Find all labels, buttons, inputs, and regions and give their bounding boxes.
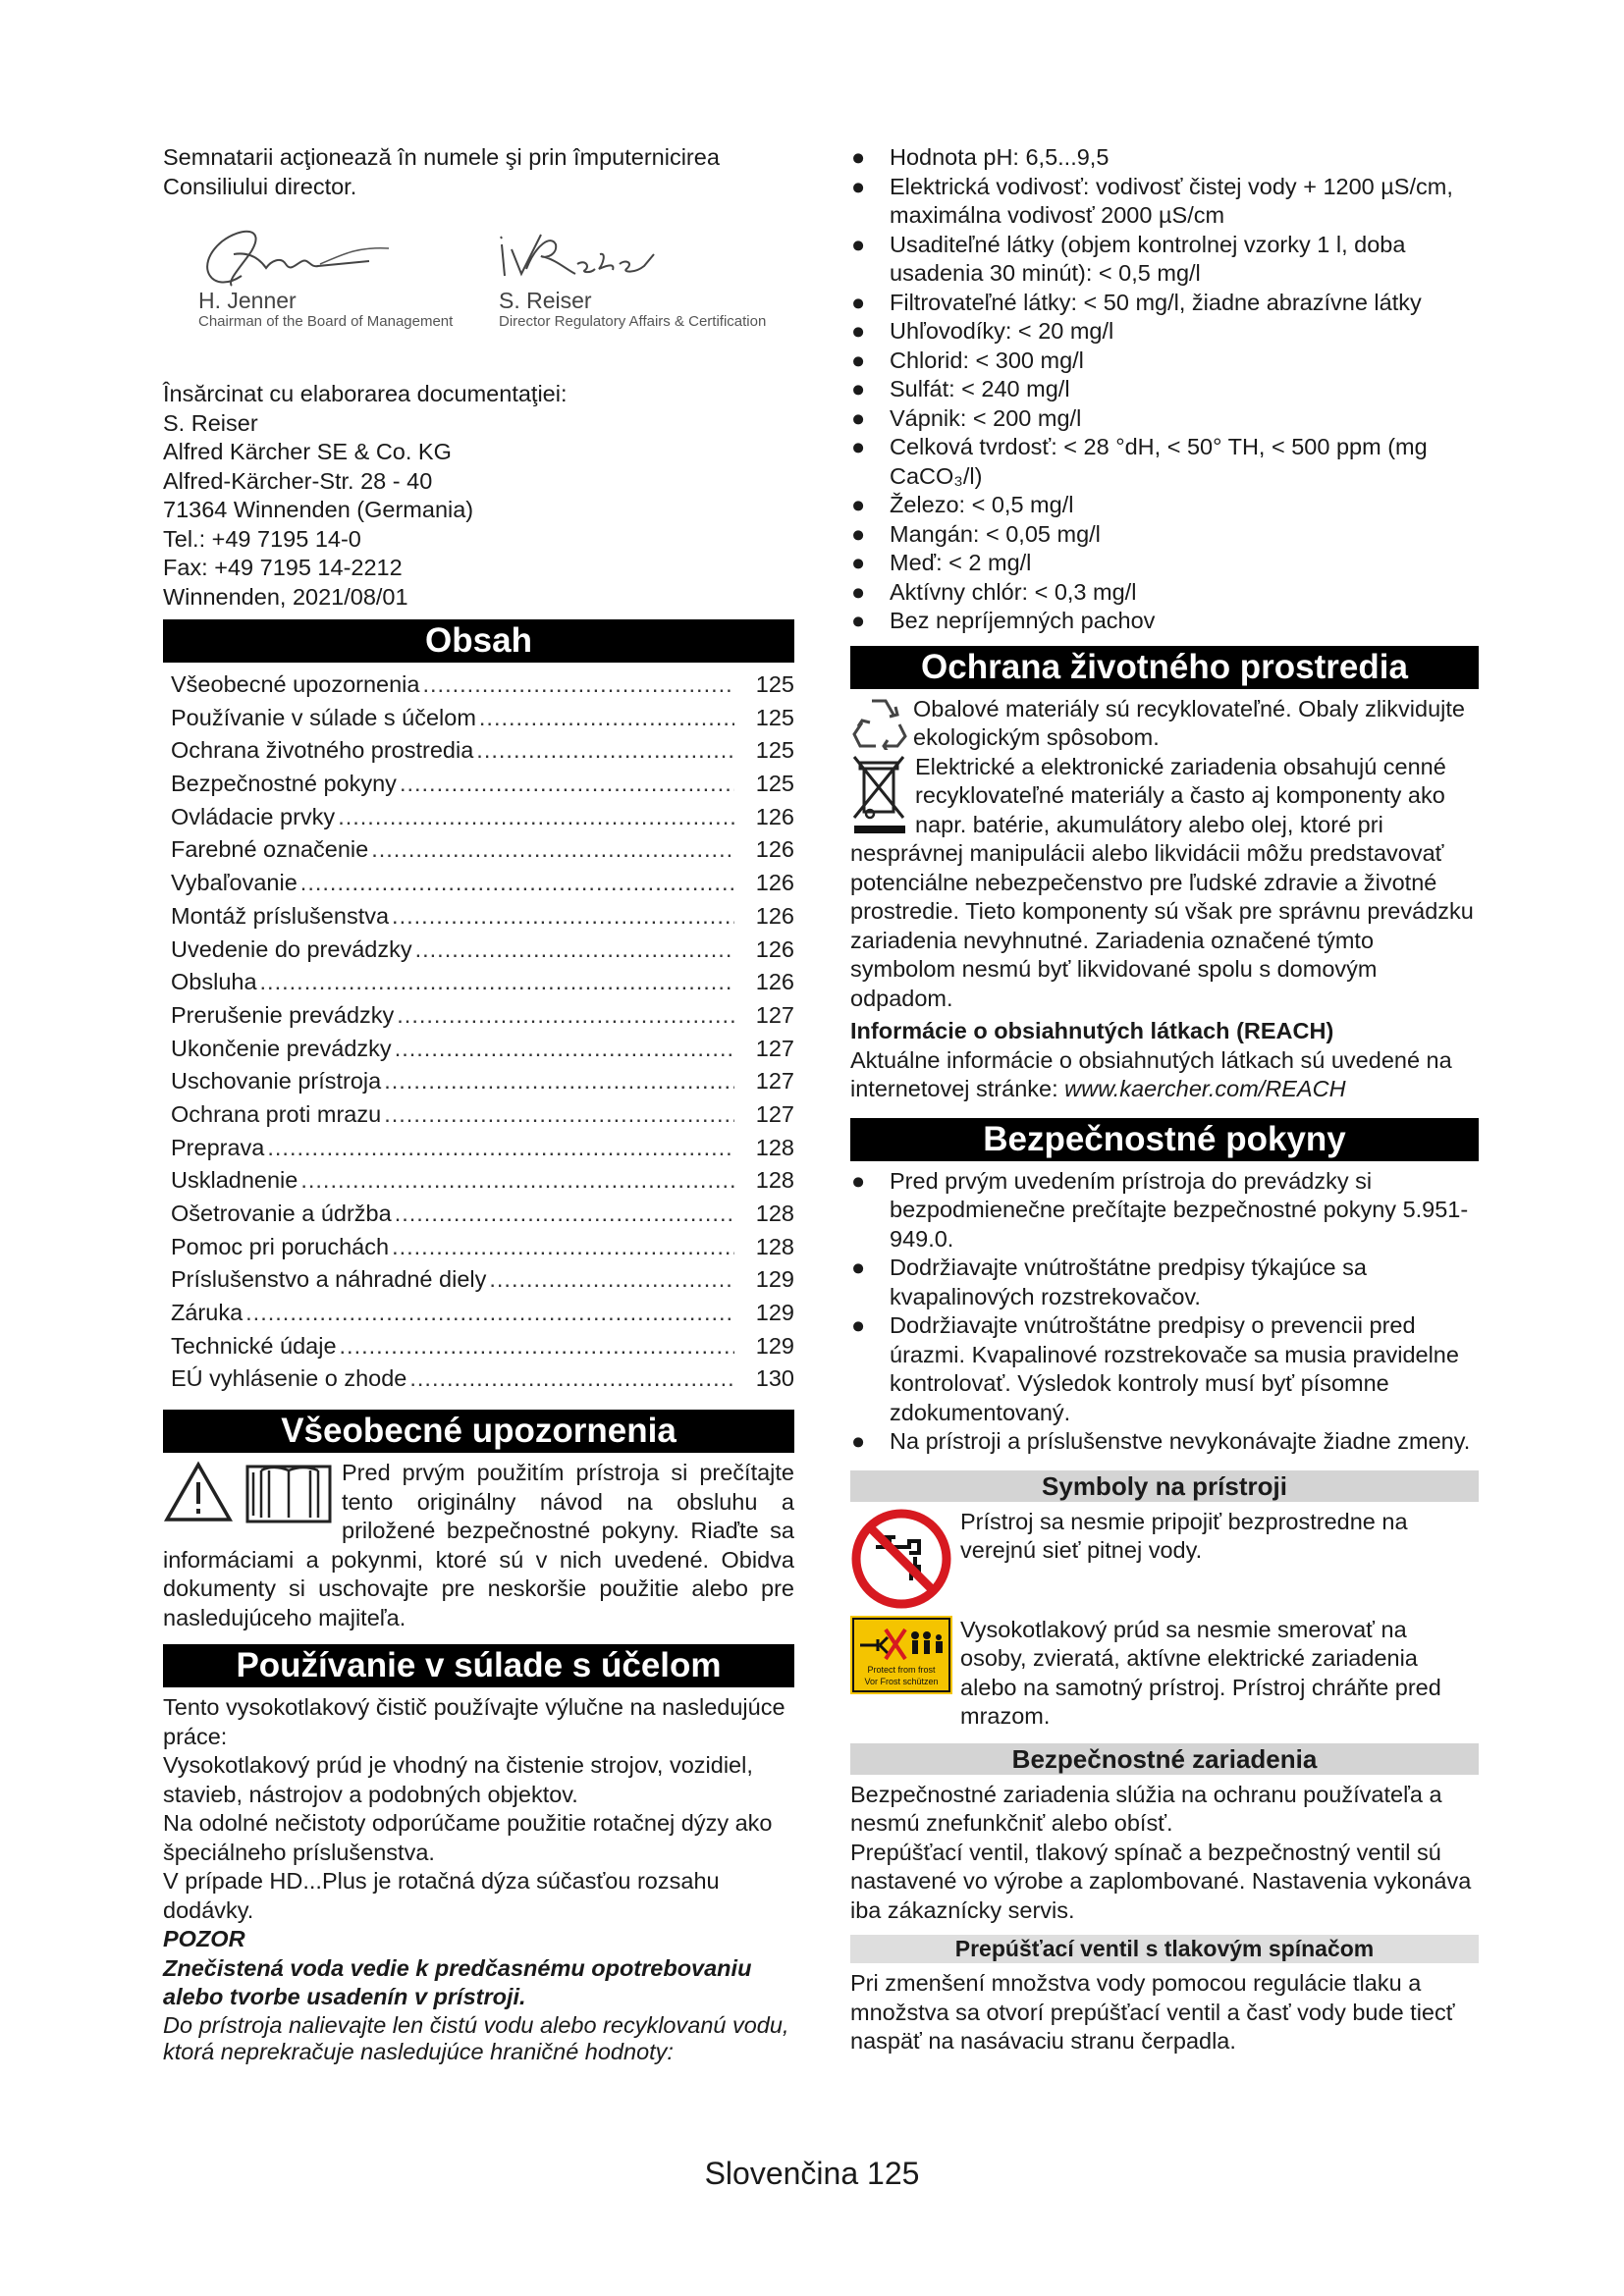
reach-heading: Informácie o obsiahnutých látkach (REACH) — [850, 1018, 1334, 1043]
intended-para: Na odolné nečistoty odporúčame použitie rotačnej dýzy ako špeciálneho príslušenstva. — [163, 1810, 773, 1865]
list-item: ● Dodržiavajte vnútroštátne predpisy týkajúce sa kvapalinových rozstrekovačov. — [851, 1255, 1367, 1309]
overflow-valve-heading: Prepúšťací ventil s tlakovým spínačom — [850, 1935, 1479, 1963]
symbol-1-text: Prístroj sa nesmie pripojiť bezprostredne na verejnú sieť pitnej vody. — [960, 1508, 1408, 1563]
toc-entry-title: Uschovanie prístroja — [171, 1068, 382, 1095]
list-item: ● Dodržiavajte vnútroštátne predpisy o prevencii pred úrazmi. Kvapalinové rozstrekovače sa musia pravidelne kontrolovať. Výsledok kontroly musí byť písomne zdokumentovaný. — [851, 1312, 1459, 1425]
toc-heading: Obsah — [163, 619, 794, 663]
doc-line: Însărcinat cu elaborarea documentaţiei: — [163, 381, 568, 406]
doc-line: Alfred Kärcher SE & Co. KG — [163, 439, 452, 464]
table-of-contents — [171, 668, 794, 1396]
overflow-valve-text: Pri zmenšení množstva vody pomocou regulácie tlaku a množstva sa otvorí prepúšťací ventil a časť vody bude tiecť naspäť na nasávaciu stranu čerpadla. — [850, 1970, 1455, 2054]
toc-leader-dots — [476, 734, 734, 768]
frost-label-de: Vor Frost schützen — [864, 1676, 939, 1686]
toc-leader-dots — [260, 966, 734, 999]
toc-leader-dots — [392, 1231, 734, 1264]
safety-devices-para: Prepúšťací ventil, tlakový spínač a bezpečnostný ventil sú nastavené vo výrobe a zaplombované. Nastavenia vykonáva iba zákaznícky servis. — [850, 1839, 1472, 1923]
toc-entry-page: 129 — [755, 1266, 794, 1293]
symbol-no-spray — [850, 1616, 1479, 1732]
intended-para: Tento vysokotlakový čistič používajte výlučne na nasledujúce práce: — [163, 1694, 785, 1749]
toc-entry-page: 125 — [755, 737, 794, 764]
toc-leader-dots — [338, 801, 734, 834]
intended-para: Vysokotlakový prúd je vhodný na čistenie strojov, vozidiel, stavieb, nástrojov a podobných objektov. — [163, 1752, 753, 1807]
list-item: ● Bez nepríjemných pachov — [851, 608, 1156, 633]
list-item: ● Meď: < 2 mg/l — [851, 550, 1032, 575]
toc-leader-dots — [422, 668, 734, 702]
frost-label-en: Protect from frost — [867, 1664, 936, 1675]
general-notes — [163, 1459, 794, 1632]
toc-entry-page: 126 — [755, 902, 794, 929]
list-item: ● Pred prvým uvedením prístroja do prevádzky si bezpodmienečne prečítajte bezpečnostné pokyny 5.951-949.0. — [851, 1167, 1469, 1252]
toc-entry[interactable] — [171, 934, 794, 967]
toc-entry-page: 125 — [755, 704, 794, 730]
intended-use-heading: Používanie v súlade s účelom — [163, 1644, 794, 1687]
signatories-intro: Semnatarii acţionează în numele şi prin împuternicirea Consiliului director. — [163, 144, 720, 199]
toc-entry[interactable] — [171, 1132, 794, 1165]
toc-entry-page: 130 — [755, 1365, 794, 1392]
environment-electronics — [850, 753, 1479, 1014]
toc-entry-title: Ukončenie prevádzky — [171, 1035, 392, 1061]
toc-leader-dots — [415, 934, 734, 967]
toc-leader-dots — [300, 1164, 734, 1198]
toc-entry-page: 127 — [755, 1100, 794, 1127]
list-item: ● Celková tvrdosť: < 28 °dH, < 50° TH, < 500 ppm (mg CaCO₃/l) — [851, 434, 1428, 489]
toc-leader-dots — [397, 999, 734, 1033]
intended-para: V prípade HD...Plus je rotačná dýza súčasťou rozsahu dodávky. — [163, 1868, 720, 1923]
signatory-jenner: H. Jenner Chairman of the Board of Management — [198, 288, 454, 330]
toc-entry-title: Prerušenie prevádzky — [171, 1001, 395, 1028]
list-item: ● Usaditeľné látky (objem kontrolnej vzorky 1 l, doba usadenia 30 minút): < 0,5 mg/l — [851, 231, 1406, 286]
safety-devices-para: Bezpečnostné zariadenia slúžia na ochranu používateľa a nesmú znefunkčniť alebo obísť. — [850, 1781, 1442, 1836]
toc-entry-page: 127 — [755, 1068, 794, 1095]
general-text: Pred prvým použitím prístroja si prečítajte tento originálny návod na obsluhu a priložené bezpečnostné pokyny. Riaďte sa informáciami a pokynmi, ktoré sú v nich uvedené. Obidva dokumenty si uschovajte pre neskoršie použitie alebo pre nasledujúceho majiteľa. — [163, 1460, 794, 1630]
toc-entry-page: 125 — [755, 671, 794, 697]
list-item: ● Filtrovateľné látky: < 50 mg/l, žiadne abrazívne látky — [851, 289, 1422, 315]
list-item: ● Hodnota pH: 6,5...9,5 — [851, 144, 1110, 170]
signatory-reiser: S. Reiser Director Regulatory Affairs & Certification — [499, 288, 767, 330]
doc-line: Tel.: +49 7195 14-0 — [163, 525, 361, 552]
toc-entry[interactable] — [171, 801, 794, 834]
list-item: ● Aktívny chlór: < 0,3 mg/l — [851, 578, 1137, 605]
toc-entry-page: 128 — [755, 1134, 794, 1160]
toc-leader-dots — [384, 1065, 734, 1098]
left-column — [163, 143, 794, 2065]
toc-entry[interactable] — [171, 1198, 794, 1231]
toc-entry-title: Vybaľovanie — [171, 870, 298, 896]
toc-leader-dots — [489, 1263, 734, 1297]
list-item: ● Mangán: < 0,05 mg/l — [851, 520, 1101, 547]
toc-entry[interactable] — [171, 1164, 794, 1198]
toc-leader-dots — [395, 1033, 734, 1066]
caution-text: Do prístroja nalievajte len čistú vodu alebo recyklovanú vodu, ktorá neprekračuje nasledujúce hraničné hodnoty: — [163, 2011, 789, 2064]
water-limits-list — [850, 143, 1479, 636]
toc-leader-dots — [392, 900, 734, 934]
toc-leader-dots — [409, 1362, 734, 1396]
toc-entry-title: Preprava — [171, 1134, 265, 1160]
toc-entry[interactable] — [171, 668, 794, 702]
toc-entry-title: Záruka — [171, 1300, 244, 1326]
toc-entry-title: Ochrana životného prostredia — [171, 737, 474, 764]
right-column — [850, 143, 1479, 2056]
toc-entry[interactable] — [171, 833, 794, 867]
documentation-contact — [163, 380, 794, 612]
toc-leader-dots — [340, 1330, 734, 1363]
toc-leader-dots — [267, 1132, 734, 1165]
toc-entry-page: 129 — [755, 1332, 794, 1359]
toc-entry-title: Ošetrovanie a údržba — [171, 1201, 392, 1226]
no-spray-persons-frost-icon — [850, 1616, 952, 1694]
toc-entry-page: 126 — [755, 803, 794, 829]
environment-packaging — [850, 695, 1479, 753]
toc-leader-dots — [300, 867, 734, 900]
toc-entry-page: 126 — [755, 969, 794, 995]
doc-line: 71364 Winnenden (Germania) — [163, 497, 474, 522]
toc-entry-page: 129 — [755, 1300, 794, 1326]
toc-entry-title: Bezpečnostné pokyny — [171, 771, 397, 797]
environment-heading: Ochrana životného prostredia — [850, 646, 1479, 689]
toc-entry[interactable] — [171, 1330, 794, 1363]
symbol-2-text: Vysokotlakový prúd sa nesmie smerovať na osoby, zvieratá, aktívne elektrické zariadenia alebo na samotný prístroj. Prístroj chráňte pred mrazom. — [960, 1616, 1441, 1729]
footer-language: Slovenčina — [704, 2156, 859, 2191]
list-item: ● Sulfát: < 240 mg/l — [851, 376, 1070, 401]
page-footer — [0, 2156, 1624, 2192]
doc-line: Alfred-Kärcher-Str. 28 - 40 — [163, 467, 433, 494]
list-item: ● Na prístroji a príslušenstve nevykonávajte žiadne zmeny. — [851, 1428, 1471, 1454]
safety-devices-heading: Bezpečnostné zariadenia — [850, 1743, 1479, 1775]
toc-leader-dots — [384, 1098, 734, 1132]
toc-entry-title: Ochrana proti mrazu — [171, 1100, 382, 1127]
toc-entry-page: 126 — [755, 870, 794, 896]
signature-reiser — [497, 215, 693, 294]
toc-entry[interactable] — [171, 966, 794, 999]
caution-label: POZOR — [163, 1926, 245, 1952]
toc-entry-page: 125 — [755, 771, 794, 797]
environment-packaging-text: Obalové materiály sú recyklovateľné. Obaly zlikvidujte ekologickým spôsobom. — [913, 695, 1465, 750]
signature-block — [163, 201, 794, 366]
toc-leader-dots — [395, 1198, 734, 1231]
toc-entry-title: Technické údaje — [171, 1332, 337, 1359]
toc-entry-title: Pomoc pri poruchách — [171, 1233, 390, 1259]
toc-entry[interactable] — [171, 702, 794, 735]
toc-entry[interactable] — [171, 1362, 794, 1396]
crossed-bin-icon — [850, 753, 909, 835]
reach-link[interactable]: www.kaercher.com/REACH — [1064, 1076, 1346, 1101]
toc-entry-title: Všeobecné upozornenia — [171, 671, 420, 697]
environment-electronics-text: Elektrické a elektronické zariadenia obsahujú cenné recyklovateľné materiály a často aj komponenty ako napr. batérie, akumulátory alebo olej, ktoré pri nesprávnej manipulácii alebo likvidácii môžu predstavovať potenciálne nebezpečenstvo pre ľudské zdravie a životné prostredie. Tieto komponenty sú však pre správnu prevádzku zariadenia nevyhnutné. Zariadenia označené týmto symbolom nesmú byť likvidované spolu s domovým odpadom. — [850, 753, 1474, 1011]
doc-line: Winnenden, 2021/08/01 — [163, 583, 408, 610]
toc-leader-dots — [400, 768, 734, 801]
toc-entry[interactable] — [171, 1098, 794, 1132]
toc-entry-title: Používanie v súlade s účelom — [171, 704, 476, 730]
toc-entry[interactable] — [171, 1033, 794, 1066]
doc-line: S. Reiser — [163, 409, 258, 436]
caution-bold-text: Znečistená voda vedie k predčasnému opotrebovaniu alebo tvorbe usadenín v prístroji. — [163, 1954, 752, 2010]
toc-entry-page: 127 — [755, 1035, 794, 1061]
toc-entry-title: Príslušenstvo a náhradné diely — [171, 1266, 487, 1293]
recycling-icon — [850, 695, 907, 750]
toc-entry-title: Uskladnenie — [171, 1167, 298, 1194]
footer-page-number: 125 — [867, 2156, 920, 2191]
reach-text: Aktuálne informácie o obsiahnutých látkach sú uvedené na internetovej stránke: www.kaercher.com/REACH — [850, 1046, 1452, 1101]
list-item: ● Chlorid: < 300 mg/l — [851, 347, 1084, 373]
toc-entry[interactable] — [171, 734, 794, 768]
toc-entry-title: Uvedenie do prevádzky — [171, 935, 412, 962]
toc-entry-page: 128 — [755, 1233, 794, 1259]
list-item: ● Elektrická vodivosť: vodivosť čistej vody + 1200 µS/cm, maximálna vodivosť 2000 µS/cm — [851, 173, 1453, 228]
toc-entry[interactable] — [171, 1231, 794, 1264]
toc-entry-page: 127 — [755, 1001, 794, 1028]
toc-entry-page: 128 — [755, 1167, 794, 1194]
list-item: ● Uhľovodíky: < 20 mg/l — [851, 318, 1114, 344]
toc-entry-page: 126 — [755, 836, 794, 863]
toc-entry[interactable] — [171, 768, 794, 801]
toc-entry-page: 126 — [755, 935, 794, 962]
symbol-no-drinking-water — [850, 1508, 1479, 1610]
toc-entry[interactable] — [171, 1263, 794, 1297]
safety-list — [850, 1167, 1479, 1457]
toc-entry[interactable] — [171, 999, 794, 1033]
toc-entry-title: Farebné označenie — [171, 836, 369, 863]
toc-entry[interactable] — [171, 867, 794, 900]
toc-leader-dots — [479, 702, 734, 735]
symbols-heading: Symboly na prístroji — [850, 1470, 1479, 1502]
list-item: ● Vápnik: < 200 mg/l — [851, 404, 1082, 431]
safety-heading: Bezpečnostné pokyny — [850, 1118, 1479, 1161]
list-item: ● Železo: < 0,5 mg/l — [851, 492, 1074, 517]
no-drinking-water-connection-icon — [850, 1508, 952, 1610]
toc-entry-title: Obsluha — [171, 969, 257, 995]
general-heading: Všeobecné upozornenia — [163, 1410, 794, 1453]
toc-entry-title: Montáž príslušenstva — [171, 902, 390, 929]
doc-line: Fax: +49 7195 14-2212 — [163, 555, 403, 580]
warning-manual-icon — [163, 1459, 336, 1525]
toc-entry-title: EÚ vyhlásenie o zhode — [171, 1365, 407, 1392]
toc-entry-page: 128 — [755, 1201, 794, 1226]
toc-entry[interactable] — [171, 1065, 794, 1098]
toc-leader-dots — [371, 833, 734, 867]
toc-entry[interactable] — [171, 1297, 794, 1330]
toc-leader-dots — [245, 1297, 734, 1330]
toc-entry-title: Ovládacie prvky — [171, 803, 336, 829]
toc-entry[interactable] — [171, 900, 794, 934]
